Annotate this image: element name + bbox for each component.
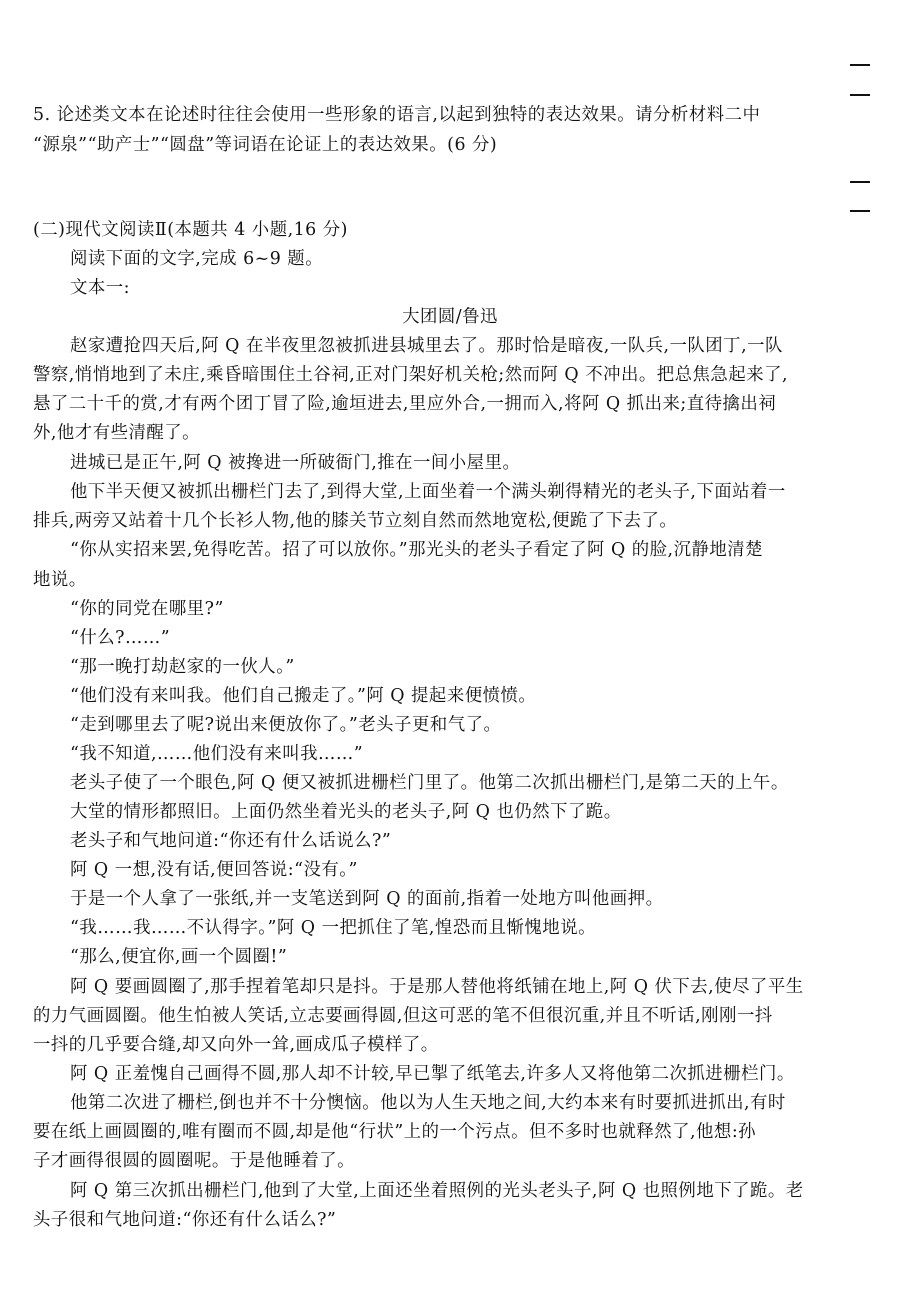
story-line: “我不知道,……他们没有来叫我……”	[70, 744, 364, 764]
story-line: 阿 Q 一想,没有话,便回答说:“没有。”	[70, 860, 358, 880]
section-instruction: 阅读下面的文字,完成 6~9 题。	[70, 249, 324, 269]
question-5-line-1: 5. 论述类文本在论述时往往会使用一些形象的语言,以起到独特的表达效果。请分析材料二中	[33, 105, 761, 125]
story-line: 赵家遭抢四天后,阿 Q 在半夜里忽被抓进县城里去了。那时恰是暗夜,一队兵,一队团丁,一队	[70, 336, 783, 356]
story-line: “他们没有来叫我。他们自己搬走了。”阿 Q 提起来便愤愤。	[70, 686, 537, 706]
story-line: 一抖的几乎要合缝,却又向外一耸,画成瓜子模样了。	[33, 1035, 439, 1055]
story-line: 于是一个人拿了一张纸,并一支笔送到阿 Q 的面前,指着一处地方叫他画押。	[70, 889, 664, 909]
story-line: 阿 Q 要画圆圈了,那手捏着笔却只是抖。于是那人替他将纸铺在地上,阿 Q 伏下去,使尽了平生	[70, 977, 804, 997]
story-line: “你从实招来罢,免得吃苦。招了可以放你。”那光头的老头子看定了阿 Q 的脸,沉静地清楚	[70, 540, 764, 560]
section-header: (二)现代文阅读Ⅱ(本题共 4 小题,16 分)	[33, 220, 348, 240]
story-line: 地说。	[33, 570, 87, 590]
story-line: 进城已是正午,阿 Q 被搀进一所破衙门,推在一间小屋里。	[70, 453, 521, 473]
story-line: 老头子使了一个眼色,阿 Q 便又被抓进栅栏门里了。他第二次抓出栅栏门,是第二天的上午。	[70, 773, 789, 793]
story-line: 要在纸上画圆圈的,唯有圈而不圆,却是他“行状”上的一个污点。但不多时也就释然了,他想:孙	[33, 1122, 757, 1142]
story-line: 阿 Q 第三次抓出栅栏门,他到了大堂,上面还坐着照例的光头老头子,阿 Q 也照例地下了跪。老	[70, 1181, 804, 1201]
story-line: “什么?……”	[70, 628, 171, 648]
story-line: 的力气画圆圈。他生怕被人笑话,立志要画得圆,但这可恶的笔不但很沉重,并且不听话,刚刚一抖	[33, 1006, 773, 1026]
story-line: 他第二次进了栅栏,倒也并不十分懊恼。他以为人生天地之间,大约本来有时要抓进抓出,有时	[70, 1093, 786, 1113]
story-line: 警察,悄悄地到了未庄,乘昏暗围住土谷祠,正对门架好机关枪;然而阿 Q 不冲出。把总焦急起来了,	[33, 365, 789, 385]
answer-blank-line	[850, 64, 870, 66]
story-line: 子才画得很圆的圆圈呢。于是他睡着了。	[33, 1151, 356, 1171]
story-line: 外,他才有些清醒了。	[33, 423, 201, 443]
story-line: 阿 Q 正羞愧自己画得不圆,那人却不计较,早已掣了纸笔去,许多人又将他第二次抓进栅栏门。	[70, 1064, 795, 1084]
story-line: 老头子和气地问道:“你还有什么话说么?”	[70, 831, 392, 851]
text-label: 文本一:	[70, 278, 131, 298]
answer-blank-line	[850, 210, 870, 212]
question-5-line-2: “源泉”“助产士”“圆盘”等词语在论证上的表达效果。(6 分)	[33, 135, 498, 155]
answer-blank-line	[850, 94, 870, 96]
story-title: 大团圆/鲁迅	[402, 307, 498, 327]
story-line: 排兵,两旁又站着十几个长衫人物,他的膝关节立刻自然而然地宽松,便跪了下去了。	[33, 511, 678, 531]
story-line: “你的同党在哪里?”	[70, 599, 224, 619]
story-line: “我……我……不认得字。”阿 Q 一把抓住了笔,惶恐而且惭愧地说。	[70, 918, 596, 938]
story-line: “那么,便宜你,画一个圆圈!”	[70, 947, 288, 967]
story-line: “那一晚打劫赵家的一伙人。”	[70, 657, 295, 677]
answer-blank-line	[850, 181, 870, 183]
story-line: 头子很和气地问道:“你还有什么话么?”	[33, 1210, 337, 1230]
story-line: 悬了二十千的赏,才有两个团丁冒了险,逾垣进去,里应外合,一拥而入,将阿 Q 抓出来;直待擒出祠	[33, 394, 777, 414]
story-line: 他下半天便又被抓出栅栏门去了,到得大堂,上面坐着一个满头剃得精光的老头子,下面站着一	[70, 482, 786, 502]
story-line: “走到哪里去了呢?说出来便放你了。”老头子更和气了。	[70, 715, 502, 735]
story-line: 大堂的情形都照旧。上面仍然坐着光头的老头子,阿 Q 也仍然下了跪。	[70, 802, 622, 822]
